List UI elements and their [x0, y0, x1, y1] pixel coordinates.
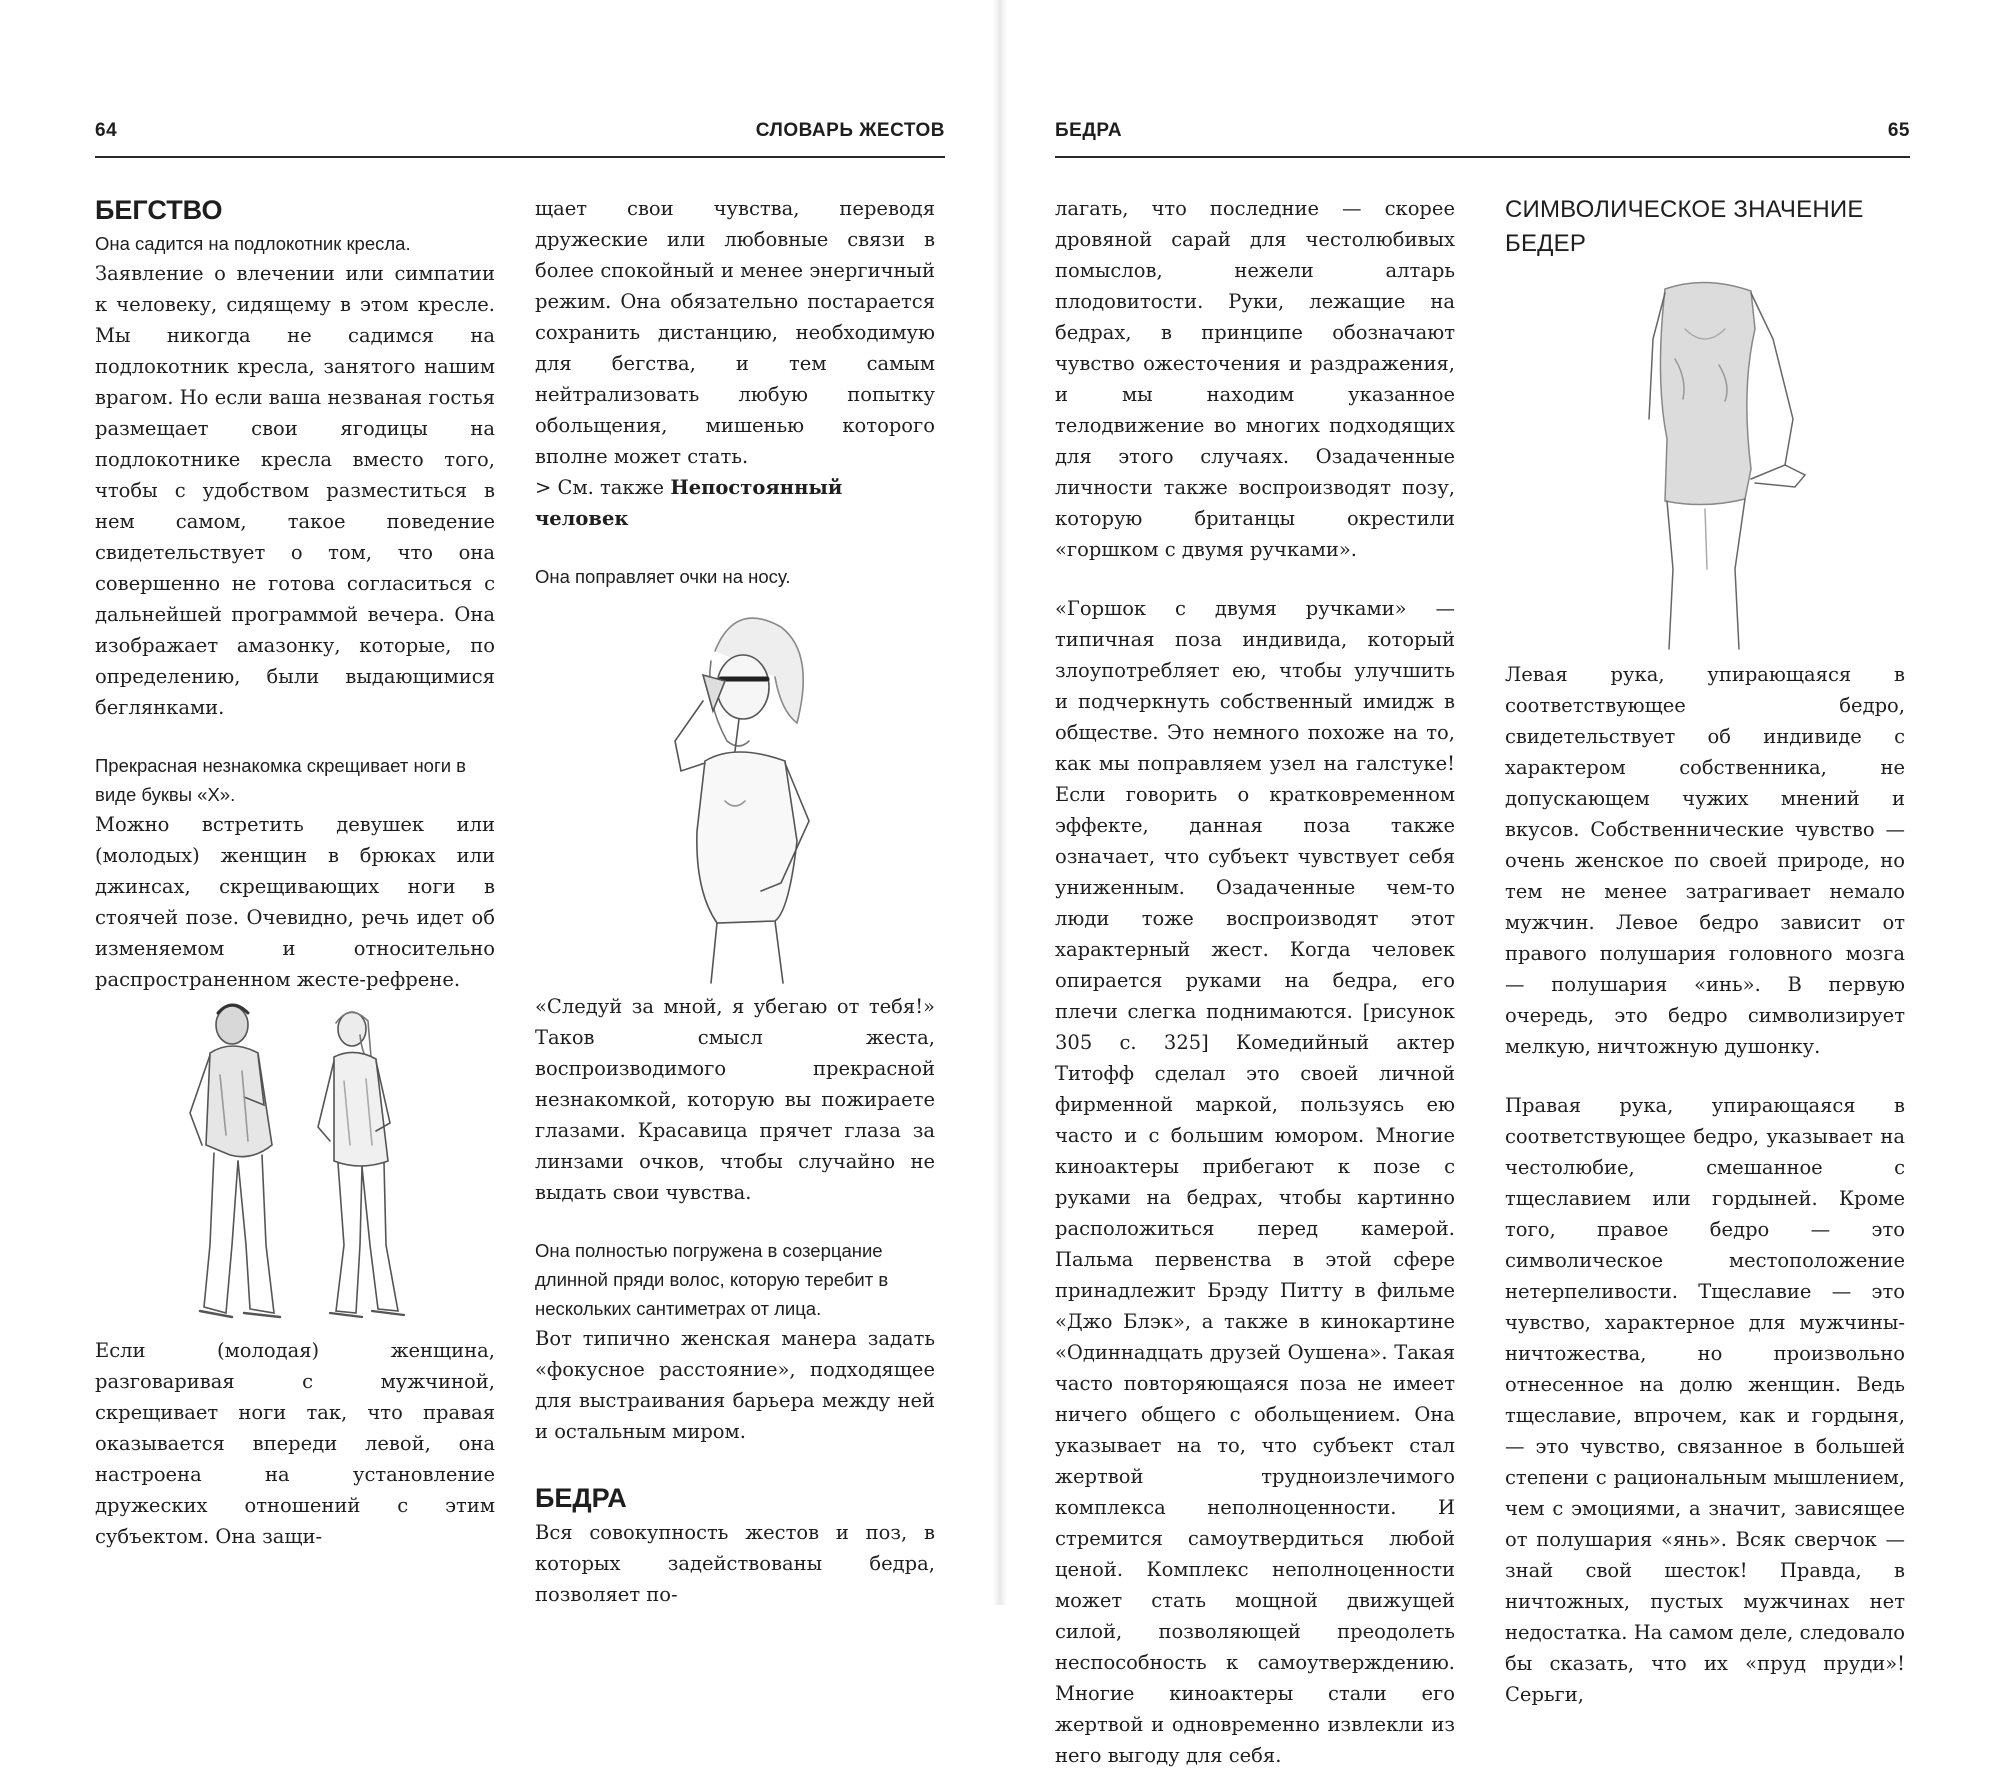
right-running-title: БЕДРА: [1055, 120, 1123, 141]
see-also-reference: [535, 472, 935, 534]
heading-symbolic-meaning: СИМВОЛИЧЕСКОЕ ЗНАЧЕНИЕ БЕДЕР: [1505, 196, 1864, 257]
heading-begstvo: БЕГСТВО: [95, 195, 223, 225]
left-page: [0, 0, 1000, 1605]
column-3: [1055, 193, 1455, 1771]
paragraph-follow-me: «Следуй за мной, я убегаю от тебя!» Таков смысл жеста, воспроизводимого прекрасной незнакомкой, которую вы пожираете глазами. Красавица прячет глаза за линзами очков, чтобы случайно не выдать свои чувства.: [535, 995, 935, 1204]
couple-standing-illustration: [140, 995, 450, 1335]
gesture-glasses: Она поправляет очки на носу.: [535, 566, 791, 587]
gesture-armrest: Она садится на подлокотник кресла.: [95, 233, 411, 254]
gesture-hair-strand: Она полностью погружена в созерцание длинной пряди волос, которую теребит в нескольких сантиметрах от лица.: [535, 1240, 889, 1319]
paragraph-distance: щает свои чувства, переводя дружеские или любовные связи в более спокойный и менее энергичный режим. Она обязательно постарается сохранить дистанцию, необходимую для бегства, и тем самым нейтрализовать любую попытку обольщения, мишенью которого вполне может стать.: [535, 197, 935, 468]
left-running-head: [95, 116, 945, 158]
paragraph-right-hand: Правая рука, упирающаяся в соответствующее бедро, указывает на честолюбие, смешанное с тщеславием или гордыней. Кроме того, правое бедро — это символическое местоположение нетерпеливости. Тщеславие — это чувство, характерное для мужчины-ничтожества, но произвольно отнесенное на долю женщин. Ведь тщеславие, впрочем, как и гордыня, — это чувство, связанное в большей степени с рациональным мышлением, чем с эмоциями, а значит, зависящее от полушария «янь». Всяк сверчок — знай свой шесток! Правда, в ничтожных, пустых мужчинах нет недостатка. На самом деле, следовало бы сказать, что их «пруд пруди»! Серьги,: [1505, 1094, 1905, 1706]
paragraph-hips-continued: лагать, что последние — скорее дровяной сарай для честолюбивых помыслов, нежели алтарь плодовитости. Руки, лежащие на бедрах, в принципе обозначают чувство ожесточения и раздражения, и мы находим указанное телодвижение во многих подходящих для этого случаях. Озадаченные личности также воспроизводят позу, которую британцы окрестили «горшком с двумя ручками».: [1055, 197, 1455, 561]
gesture-crossed-legs: Прекрасная незнакомка скрещивает ноги в виде буквы «X».: [95, 755, 467, 805]
column-1: [95, 193, 495, 1552]
see-also-link[interactable]: Непостоянный человек: [535, 476, 843, 530]
heading-bedra: БЕДРА: [535, 1483, 627, 1513]
paragraph-left-hand: Левая рука, упирающаяся в соответствующее бедро, свидетельствует об индивиде с характером собственника, не допускающем чужих мнений и вкусов. Собственнические чувство — очень женское по своей природе, но тем не менее затрагивает немало мужчин. Левое бедро зависит от правого полушария головного мозга — полушария «инь». В первую очередь, это бедро символизирует мелкую, ничтожную душонку.: [1505, 663, 1905, 1058]
paragraph-right-leg-front: Если (молодая) женщина, разговаривая с мужчиной, скрещивает ноги так, что правая оказывается впереди левой, она настроена на установление дружеских отношений с этим субъектом. Она защи-: [95, 1339, 495, 1548]
column-2: [535, 193, 935, 1610]
torso-hand-on-hip-illustration: [1555, 269, 1855, 659]
right-page: [1000, 0, 2000, 1767]
right-running-head: [1055, 116, 1910, 158]
paragraph-hips-intro: Вся совокупность жестов и поз, в которых задействованы бедра, позволяет по-: [535, 1521, 935, 1606]
see-also-prefix: > См. также: [535, 476, 665, 499]
paragraph-crossed-legs: Можно встретить девушек или (молодых) женщин в брюках или джинсах, скрещивающих ноги в стоячей позе. Очевидно, речь идет об изменяемом и относительно распространенном жесте-рефрене.: [95, 813, 495, 991]
right-page-number: 65: [1887, 120, 1910, 141]
woman-glasses-illustration: [585, 591, 885, 991]
paragraph-pot-with-handles: «Горшок с двумя ручками» — типичная поза индивида, который злоупотребляет ею, чтобы улучшить и подчеркнуть собственный имидж в обществе. Это немного похоже на то, как мы поправляем узел на галстуке! Если говорить о кратковременном эффекте, данная поза также означает, что субъект чувствует себя униженным. Озадаченные чем-то люди тоже воспроизводят этот характерный жест. Когда человек опирается руками на бедра, его плечи слегка поднимаются. [рисунок 305 с. 325] Комедийный актер Титофф сделал это своей личной фирменной маркой, пользуясь ею часто и с большим юмором. Многие киноактеры прибегают к позе с руками на бедрах, чтобы картинно расположиться перед камерой. Пальма первенства в этой сфере принадлежит Брэду Питту в фильме «Джо Блэк», а также в кинокартине «Одиннадцать друзей Оушена». Такая часто повторяющаяся поза не имеет ничего общего с обольщением. Она указывает на то, что субъект стал жертвой трудноизлечимого комплекса неполноценности. И стремится самоутвердиться любой ценой. Комплекс неполноценности может стать мощной движущей силой, позволяющей преодолеть неспособность к самоутверждению. Многие киноактеры стали его жертвой и одновременно извлекли из него выгоду для себя.: [1055, 597, 1455, 1767]
paragraph-armrest: Заявление о влечении или симпатии к человеку, сидящему в этом кресле. Мы никогда не садимся на подлокотник кресла, занятого нашим врагом. Но если ваша незваная гостья размещает свои ягодицы на подлокотнике кресла вместо того, чтобы с удобством разместиться в нем самом, такое поведение свидетельствует о том, что она совершенно не готова согласиться с дальнейшей программой вечера. Она изображает амазонку, которые, по определению, были выдающимися беглянками.: [95, 262, 495, 719]
paragraph-focal-distance: Вот типично женская манера задать «фокусное расстояние», подходящее для выстраивания барьера между ней и остальным миром.: [535, 1327, 935, 1443]
left-running-title: СЛОВАРЬ ЖЕСТОВ: [755, 120, 945, 141]
left-page-number: 64: [95, 120, 118, 141]
column-4: [1505, 193, 1905, 1710]
